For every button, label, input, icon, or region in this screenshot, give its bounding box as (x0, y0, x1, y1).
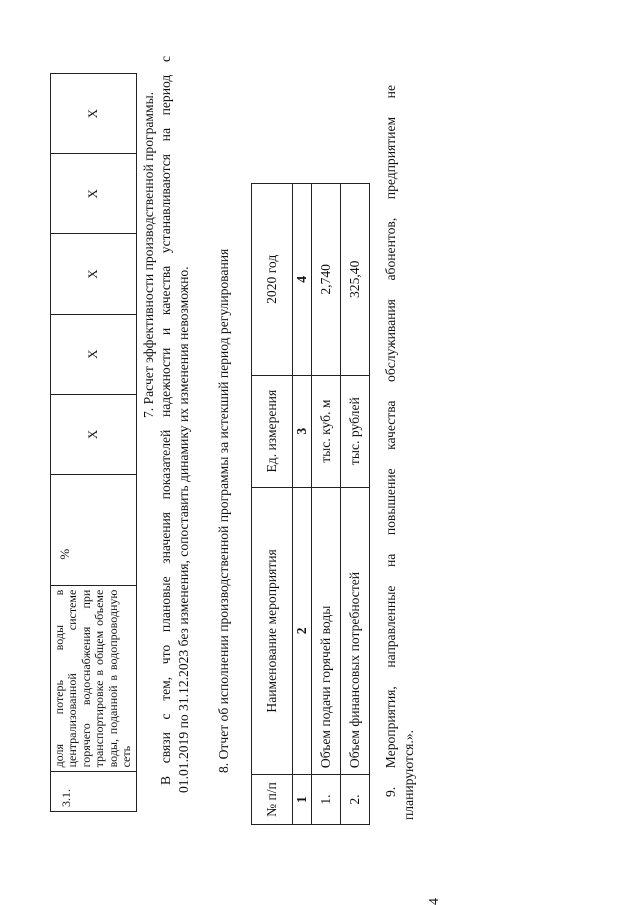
value-cell: X (51, 74, 137, 154)
section-7-line2: 01.01.2019 по 31.12.2023 без изменения, сопоставить динамику их изменения невозможно. (176, 266, 191, 793)
value-cell: X (51, 234, 137, 314)
column-header: № п/п (252, 775, 293, 825)
table-row (312, 184, 341, 825)
indicator-description: доля потерь воды в централизованной системе горячего водоснабжения при транспортировке в общем объеме воды, поданной в водопроводную сеть (51, 585, 137, 772)
cell-unit: тыс. куб. м (312, 375, 341, 487)
report-table (251, 183, 370, 825)
column-index: 1 (293, 775, 312, 825)
section-9-line2: планируются.». (401, 729, 416, 820)
column-header: Ед. измерения (252, 375, 293, 487)
cell-number: 2. (341, 775, 370, 825)
cell-value: 2,740 (312, 184, 341, 376)
table-header-row (252, 184, 293, 825)
indicator-unit: % (51, 475, 137, 586)
value-cell: X (51, 314, 137, 394)
indicator-table (50, 73, 137, 812)
table-row (341, 184, 370, 825)
row-number: 3.1. (51, 772, 137, 812)
cell-name: Объем подачи горячей воды (312, 487, 341, 774)
cell-unit: тыс. рублей (341, 375, 370, 487)
cell-value: 325,40 (341, 184, 370, 376)
column-index: 3 (293, 375, 312, 487)
cell-number: 1. (312, 775, 341, 825)
value-cell: X (51, 394, 137, 474)
column-index-row (293, 184, 312, 825)
value-cell: X (51, 154, 137, 234)
column-index: 2 (293, 487, 312, 774)
section-7-title: 7. Расчет эффективности производственной программы. (141, 91, 156, 418)
page-number: 4 (427, 898, 442, 905)
section-9-line1: 9. Мероприятия, направленные на повышение качества обслуживания абонентов, предприятием не (383, 85, 398, 797)
column-index: 4 (293, 184, 312, 376)
cell-name: Объем финансовых потребностей (341, 487, 370, 774)
section-8-title: 8. Отчет об исполнении производственной программы за истекший период регулирования (216, 248, 231, 773)
section-7-line1: В связи с тем, что плановые значения показателей надежности и качества устанавливаются на период с (158, 56, 173, 785)
column-header: 2020 год (252, 184, 293, 376)
column-header: Наименование мероприятия (252, 487, 293, 774)
table-row (51, 74, 137, 812)
